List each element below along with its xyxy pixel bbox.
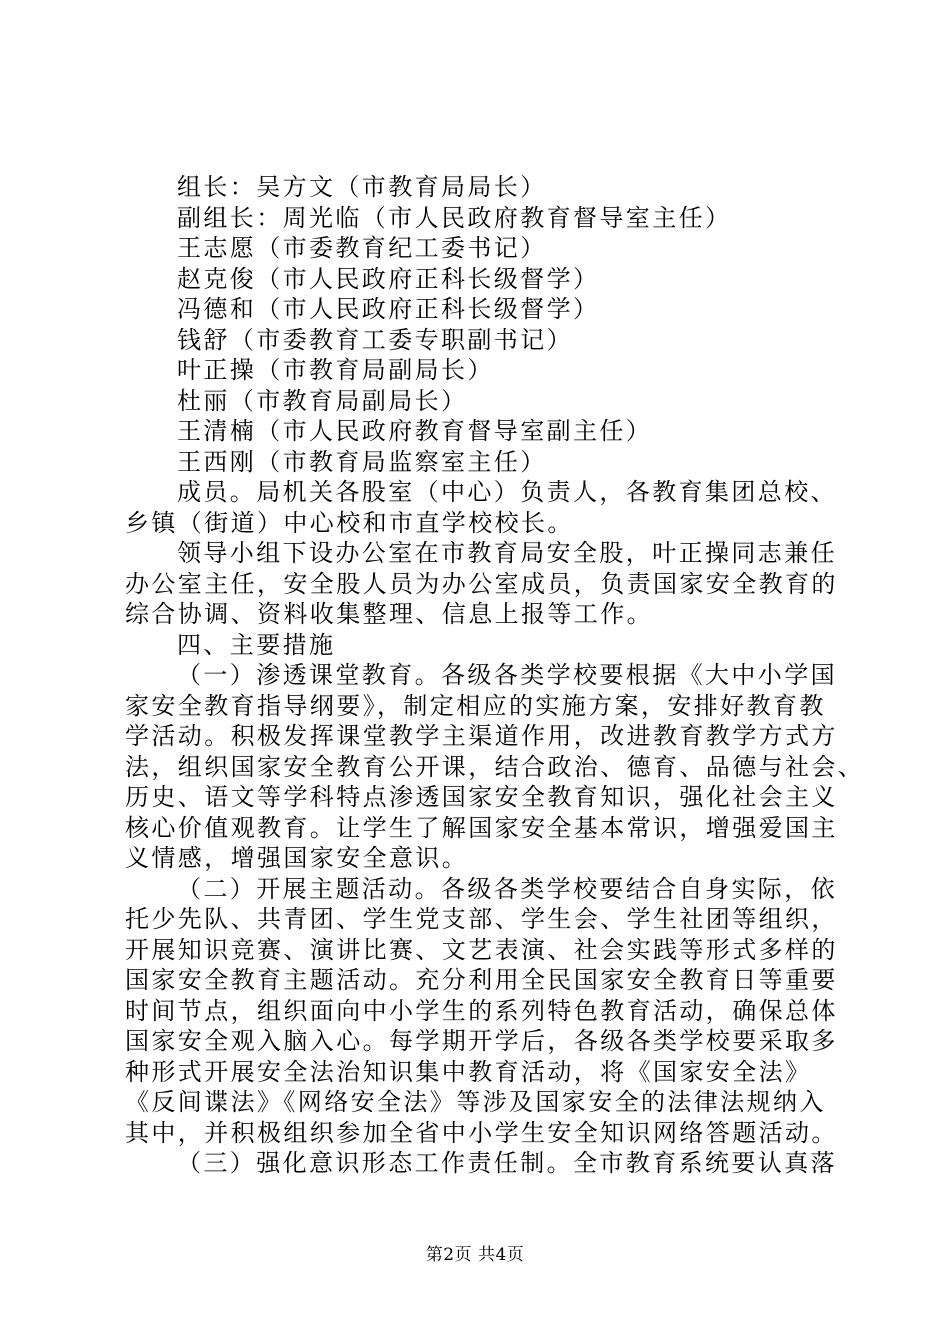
page-number-footer: 第2页 共4页	[425, 1245, 525, 1265]
paragraph-line: 学活动。积极发挥课堂教学主渠道作用，改进教育教学方式方	[125, 722, 838, 750]
paragraph-line: 时间节点，组织面向中小学生的系列特色教育活动，确保总体	[125, 996, 838, 1025]
paragraph-line: 核心价值观教育。让学生了解国家安全基本常识，增强爱国主	[125, 813, 838, 842]
paragraph-line: 托少先队、共青团、学生党支部、学生会、学生社团等组织，	[125, 905, 838, 933]
paragraph-line: （三）强化意识形态工作责任制。全市教育系统要认真落	[177, 1149, 837, 1177]
paragraph-line: 义情感，增强国家安全意识。	[125, 844, 469, 872]
member-line: 叶正操（市教育局副局长）	[177, 356, 494, 384]
member-line: 冯德和（市人民政府正科长级督学）	[177, 295, 600, 323]
paragraph-line: 成员。局机关各股室（中心）负责人，各教育集团总校、	[177, 478, 837, 506]
member-line: 组长：吴方文（市教育局局长）	[177, 173, 547, 201]
paragraph-office	[125, 538, 837, 630]
member-line: 副组长：周光临（市人民政府教育督导室主任）	[177, 203, 732, 232]
paragraph-line: 国家安全观入脑入心。每学期开学后，各级各类学校要采取多	[125, 1027, 838, 1055]
paragraph-line: 综合协调、资料收集整理、信息上报等工作。	[125, 600, 653, 628]
paragraph-measure-3	[125, 1148, 837, 1179]
paragraph-line: 开展知识竞赛、演讲比赛、文艺表演、社会实践等形式多样的	[125, 935, 838, 964]
paragraph-line: 家安全教育指导纲要》，制定相应的实施方案，安排好教育教	[125, 691, 826, 720]
paragraph-line: 《反间谍法》《网络安全法》等涉及国家安全的法律法规纳入	[125, 1088, 826, 1116]
paragraph-line: 法，组织国家安全教育公开课，结合政治、德育、品德与社会、	[125, 752, 865, 781]
member-line: 王志愿（市委教育纪工委书记）	[177, 234, 547, 262]
paragraph-line: 其中，并积极组织参加全省中小学生安全知识网络答题活动。	[125, 1118, 838, 1147]
paragraph-measure-2	[125, 874, 837, 1149]
paragraph-line: 乡镇（街道）中心校和市直学校校长。	[125, 508, 574, 537]
paragraph-line: （一）渗透课堂教育。各级各类学校要根据《大中小学国	[177, 661, 837, 689]
paragraph-members	[125, 477, 837, 538]
paragraph-line: 历史、语文等学科特点渗透国家安全教育知识，强化社会主义	[125, 783, 838, 811]
paragraph-line: 种形式开展安全法治知识集中教育活动，将《国家安全法》	[125, 1057, 812, 1086]
section-heading	[125, 630, 837, 661]
paragraph-line: （二）开展主题活动。各级各类学校要结合自身实际，依	[177, 874, 837, 903]
paragraph-measure-1	[125, 660, 865, 874]
member-line: 赵克俊（市人民政府正科长级督学）	[177, 264, 600, 293]
member-line: 王西刚（市教育局监察室主任）	[177, 447, 547, 476]
document-body	[125, 172, 865, 1179]
paragraph-line: 领导小组下设办公室在市教育局安全股，叶正操同志兼任	[177, 539, 837, 567]
heading-line: 四、主要措施	[177, 630, 336, 659]
paragraph-line: 国家安全教育主题活动。充分利用全民国家安全教育日等重要	[125, 966, 838, 994]
paragraph-line: 办公室主任，安全股人员为办公室成员，负责国家安全教育的	[125, 569, 838, 598]
member-line: 杜丽（市教育局副局长）	[177, 386, 468, 415]
member-line: 王清楠（市人民政府教育督导室副主任）	[177, 417, 653, 445]
member-line: 钱舒（市委教育工委专职副书记）	[177, 325, 573, 354]
